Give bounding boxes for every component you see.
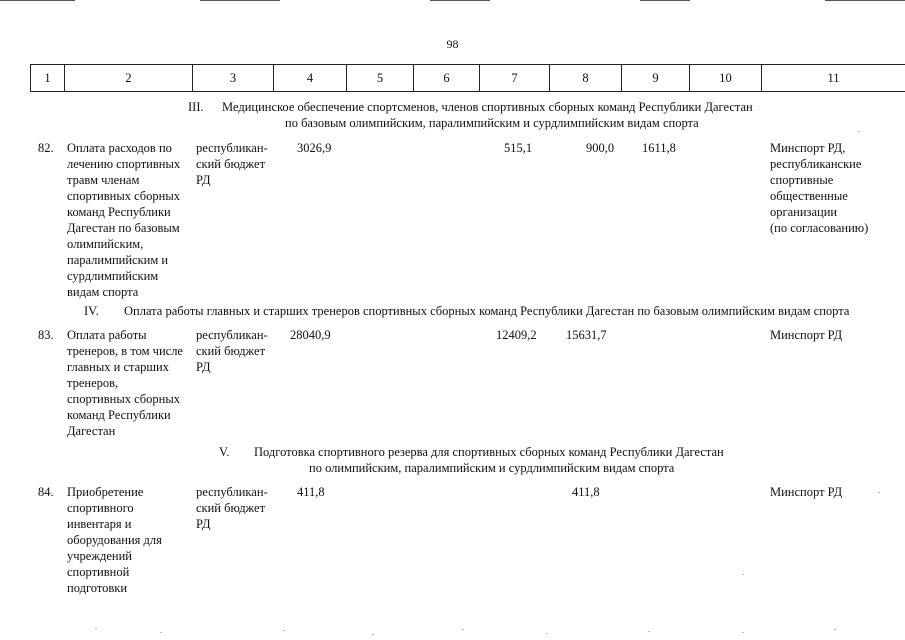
scan-speck (742, 632, 744, 633)
page-edge-line (0, 0, 75, 1)
page-edge-line (640, 0, 690, 1)
row-number: 84. (38, 485, 54, 499)
header-cell: 9 (621, 65, 689, 91)
section-title-line: по олимпийским, паралимпийским и сурдлимпийским видам спорта (309, 461, 675, 475)
row-number: 82. (38, 141, 54, 155)
header-cell: 6 (413, 65, 479, 91)
row-name: Оплата работы тренеров, в том числе главных и старших тренеров, спортивных сборных команд Республики Дагестан (67, 328, 183, 438)
row-col7: 515,1 (504, 141, 533, 155)
scan-speck (95, 628, 97, 629)
row-source: республикан- ский бюджет РД (196, 328, 268, 374)
header-cell: 8 (549, 65, 621, 91)
section-title-line: по базовым олимпийским, паралимпийским и сурдлимпийским видам спорта (285, 116, 699, 130)
row-col8: 15631,7 (566, 328, 607, 342)
header-cell: 4 (273, 65, 346, 91)
header-cell: 2 (64, 65, 192, 91)
section-numeral: V. (219, 445, 230, 459)
section-heading (0, 99, 905, 133)
row-executor: Минспорт РД (770, 328, 843, 342)
scan-speck (546, 633, 548, 634)
scan-speck (742, 574, 744, 575)
page-number: 98 (446, 37, 459, 51)
page-edge-line (430, 0, 490, 1)
section-title-line: Подготовка спортивного резерва для спортивных сборных команд Республики Дагестан (254, 445, 724, 459)
row-number: 83. (38, 328, 54, 342)
section-title-line: Оплата работы главных и старших тренеров спортивных сборных команд Республики Дагестан по базовым олимпийским видам спорта (124, 304, 850, 318)
row-name: Приобретение спортивного инвентаря и оборудования для учреждений спортивной подготовки (67, 485, 162, 595)
scan-speck (648, 631, 650, 632)
scan-speck (858, 131, 860, 132)
row-col7: 12409,2 (496, 328, 537, 342)
section-heading (0, 444, 905, 478)
header-cell: 10 (689, 65, 761, 91)
row-total: 3026,9 (297, 141, 332, 155)
row-total: 28040,9 (290, 328, 331, 342)
row-executor: Минспорт РД (770, 485, 843, 499)
page-edge-line (200, 0, 280, 1)
scan-speck (372, 634, 374, 635)
header-cell: 3 (192, 65, 273, 91)
header-cell: 5 (346, 65, 413, 91)
row-source: республикан- ский бюджет РД (196, 141, 268, 187)
row-source: республикан- ский бюджет РД (196, 485, 268, 531)
column-header-row (30, 64, 905, 92)
section-heading (0, 303, 905, 321)
row-col9: 1611,8 (642, 141, 676, 155)
scan-speck (834, 629, 836, 630)
header-cell: 7 (479, 65, 549, 91)
row-total: 411,8 (297, 485, 325, 499)
page-edge-line (825, 0, 905, 1)
section-title-line: Медицинское обеспечение спортсменов, членов спортивных сборных команд Республики Дагестан (222, 100, 753, 114)
row-name: Оплата расходов по лечению спортивных травм членам спортивных сборных команд Республики Дагестан по базовым олимпийским, паралимпийским и сурдлимпийским видам спорта (67, 141, 181, 299)
row-col8: 411,8 (572, 485, 600, 499)
section-numeral: III. (188, 100, 204, 114)
row-col8: 900,0 (586, 141, 615, 155)
header-cell: 1 (30, 65, 64, 91)
section-numeral: IV. (84, 304, 99, 318)
scan-speck (878, 492, 880, 493)
scan-speck (462, 629, 464, 630)
header-cell: 11 (761, 65, 905, 91)
row-executor: Минспорт РД, республиканские спортивные общественные организации (по согласованию) (770, 141, 869, 235)
scan-speck (160, 632, 162, 633)
scan-speck (283, 630, 285, 631)
